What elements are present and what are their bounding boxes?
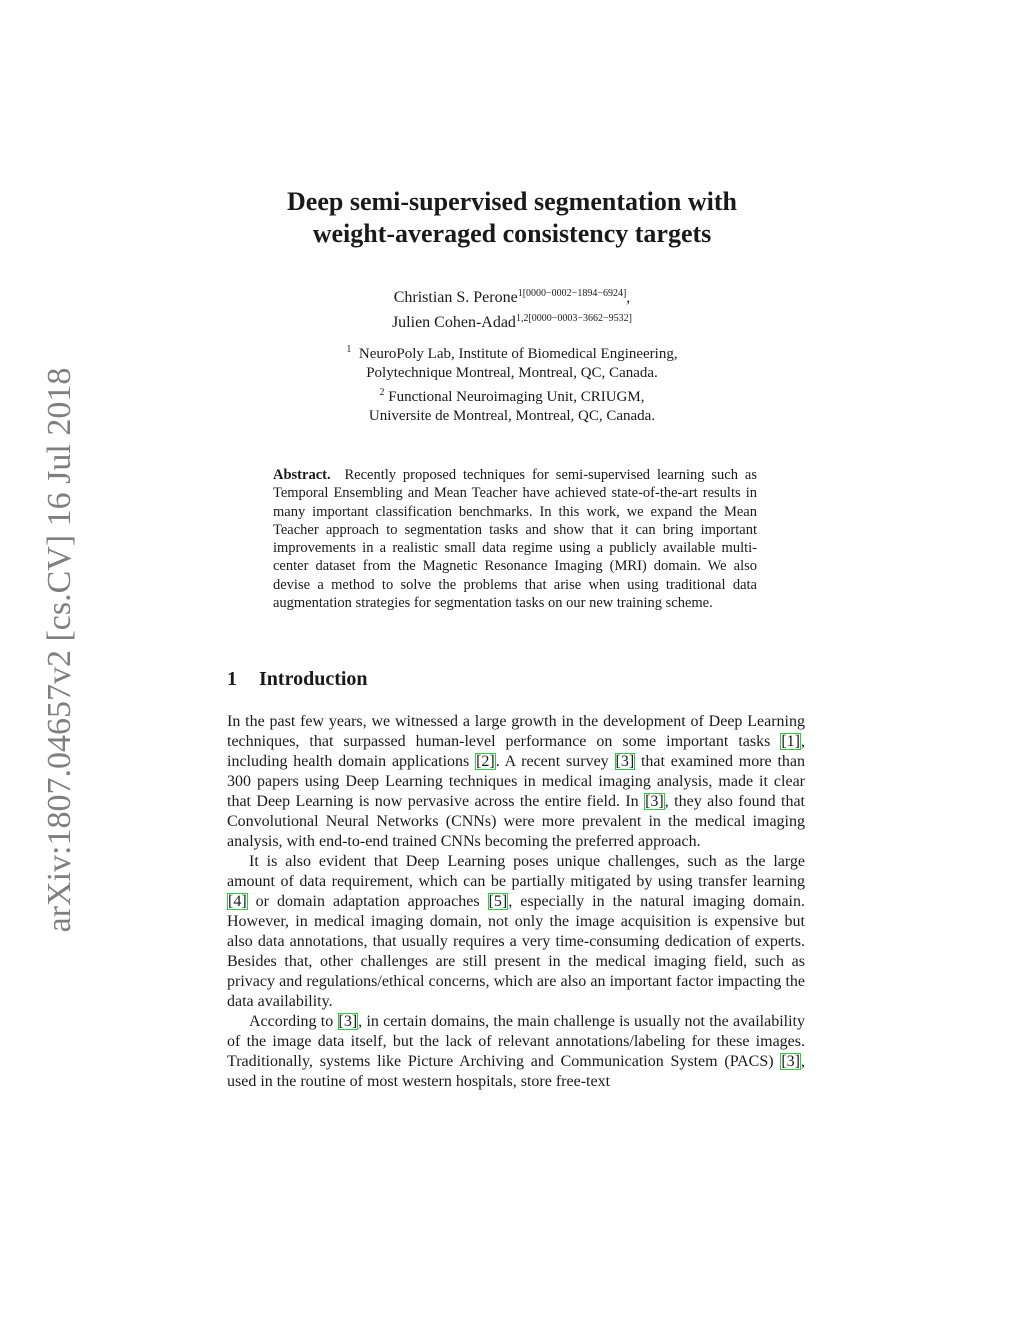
text-span: In the past few years, we witnessed a large growth in the development of Deep Learning techniques, that surpassed human-level performance on some important tasks: [227, 713, 805, 750]
title-line-1: Deep semi-supervised segmentation with: [287, 187, 737, 216]
citation-link[interactable]: [3]: [338, 1013, 358, 1030]
abstract: [273, 466, 757, 612]
author-list: [0, 283, 1024, 333]
author-orcid: 1[0000−0002−1894−6924]: [517, 288, 627, 299]
paragraph-3: [227, 1012, 805, 1092]
citation-link[interactable]: [5]: [488, 893, 508, 910]
affiliation-2-line-1: [0, 383, 1024, 407]
text-span: , especially in the natural imaging domain. However, in medical imaging domain, not only the image acquisition is expensive but also data annotations, that usually requires a very time-consuming dedication of experts. Besides that, other challenges are still present in the medical imaging field, such as privacy and regulations/ethical concerns, which are also an important factor impacting the data availability.: [227, 893, 806, 1010]
affiliation-text: Functional Neuroimaging Unit, CRIUGM,: [388, 389, 645, 405]
citation-link[interactable]: [1]: [781, 733, 800, 750]
text-span: , used in the routine of most western hospitals, store free-text: [227, 1053, 805, 1090]
abstract-label: Abstract.: [273, 467, 331, 483]
text-span: or domain adaptation approaches: [247, 893, 488, 910]
author-name: Christian S. Perone: [393, 289, 518, 306]
citation-link[interactable]: [3]: [615, 753, 635, 770]
text-span: that examined more than 300 papers using Deep Learning techniques in medical imaging analysis, made it clear that Deep Learning is now pervasive across the entire field. In: [227, 753, 805, 810]
paragraph-1: [227, 712, 805, 852]
affiliation-1-line-1: [0, 340, 1024, 364]
author-2: [0, 308, 1024, 333]
arxiv-identifier-stamp: arXiv:1807.04657v2 [cs.CV] 16 Jul 2018: [41, 367, 78, 933]
section-title: Introduction: [259, 668, 368, 690]
author-orcid: 1,2[0000−0003−3662−9532]: [515, 313, 633, 324]
title-line-2: weight-averaged consistency targets: [312, 219, 712, 248]
text-span: . A recent survey: [495, 753, 615, 770]
affiliation-mark: 1: [346, 344, 352, 355]
author-name: Julien Cohen-Adad: [391, 314, 516, 331]
citation-link[interactable]: [3]: [781, 1053, 800, 1070]
abstract-text: Recently proposed techniques for semi-supervised learning such as Temporal Ensembling and Mean Teacher have achieved state-of-the-art results in many important classification benchmarks. In this work, we expand the Mean Teacher approach to segmentation tasks and show that it can bring important improvements in a realistic small data regime using a publicly available multi-center dataset from the Magnetic Resonance Imaging (MRI) domain. We also devise a method to solve the problems that arise when using traditional data augmentation strategies for segmentation tasks on our new training scheme.: [273, 467, 757, 612]
affiliation-mark: 2: [379, 387, 385, 398]
text-span: It is also evident that Deep Learning poses unique challenges, such as the large amount of data requirement, which can be partially mitigated by using transfer learning: [227, 853, 805, 890]
text-span: According to: [249, 1013, 338, 1030]
body-text: [227, 712, 805, 1092]
affiliation-2-line-2: Universite de Montreal, Montreal, QC, Canada.: [368, 408, 656, 424]
text-span: , in certain domains, the main challenge is usually not the availability of the image data itself, but the lack of relevant annotations/labeling for these images. Traditionally, systems like Picture Archiving and Communication System (PACS): [227, 1013, 805, 1070]
author-separator: ,: [626, 289, 631, 306]
text-span: , they also found that Convolutional Neural Networks (CNNs) were more prevalent in the medical imaging analysis, with end-to-end trained CNNs becoming the preferred approach.: [227, 793, 806, 850]
affiliations: [0, 340, 1024, 426]
text-span: , including health domain applications: [227, 733, 805, 770]
citation-link[interactable]: [4]: [228, 893, 247, 910]
citation-link[interactable]: [2]: [476, 753, 495, 770]
section-heading: [227, 667, 368, 691]
author-1: [0, 283, 1024, 308]
paragraph-2: [227, 852, 805, 1012]
citation-link[interactable]: [3]: [645, 793, 664, 810]
affiliation-1-line-2: Polytechnique Montreal, Montreal, QC, Canada.: [366, 365, 658, 381]
paper-title: [0, 186, 1024, 250]
affiliation-text: NeuroPoly Lab, Institute of Biomedical Engineering,: [358, 346, 678, 362]
section-number: 1: [227, 668, 237, 690]
